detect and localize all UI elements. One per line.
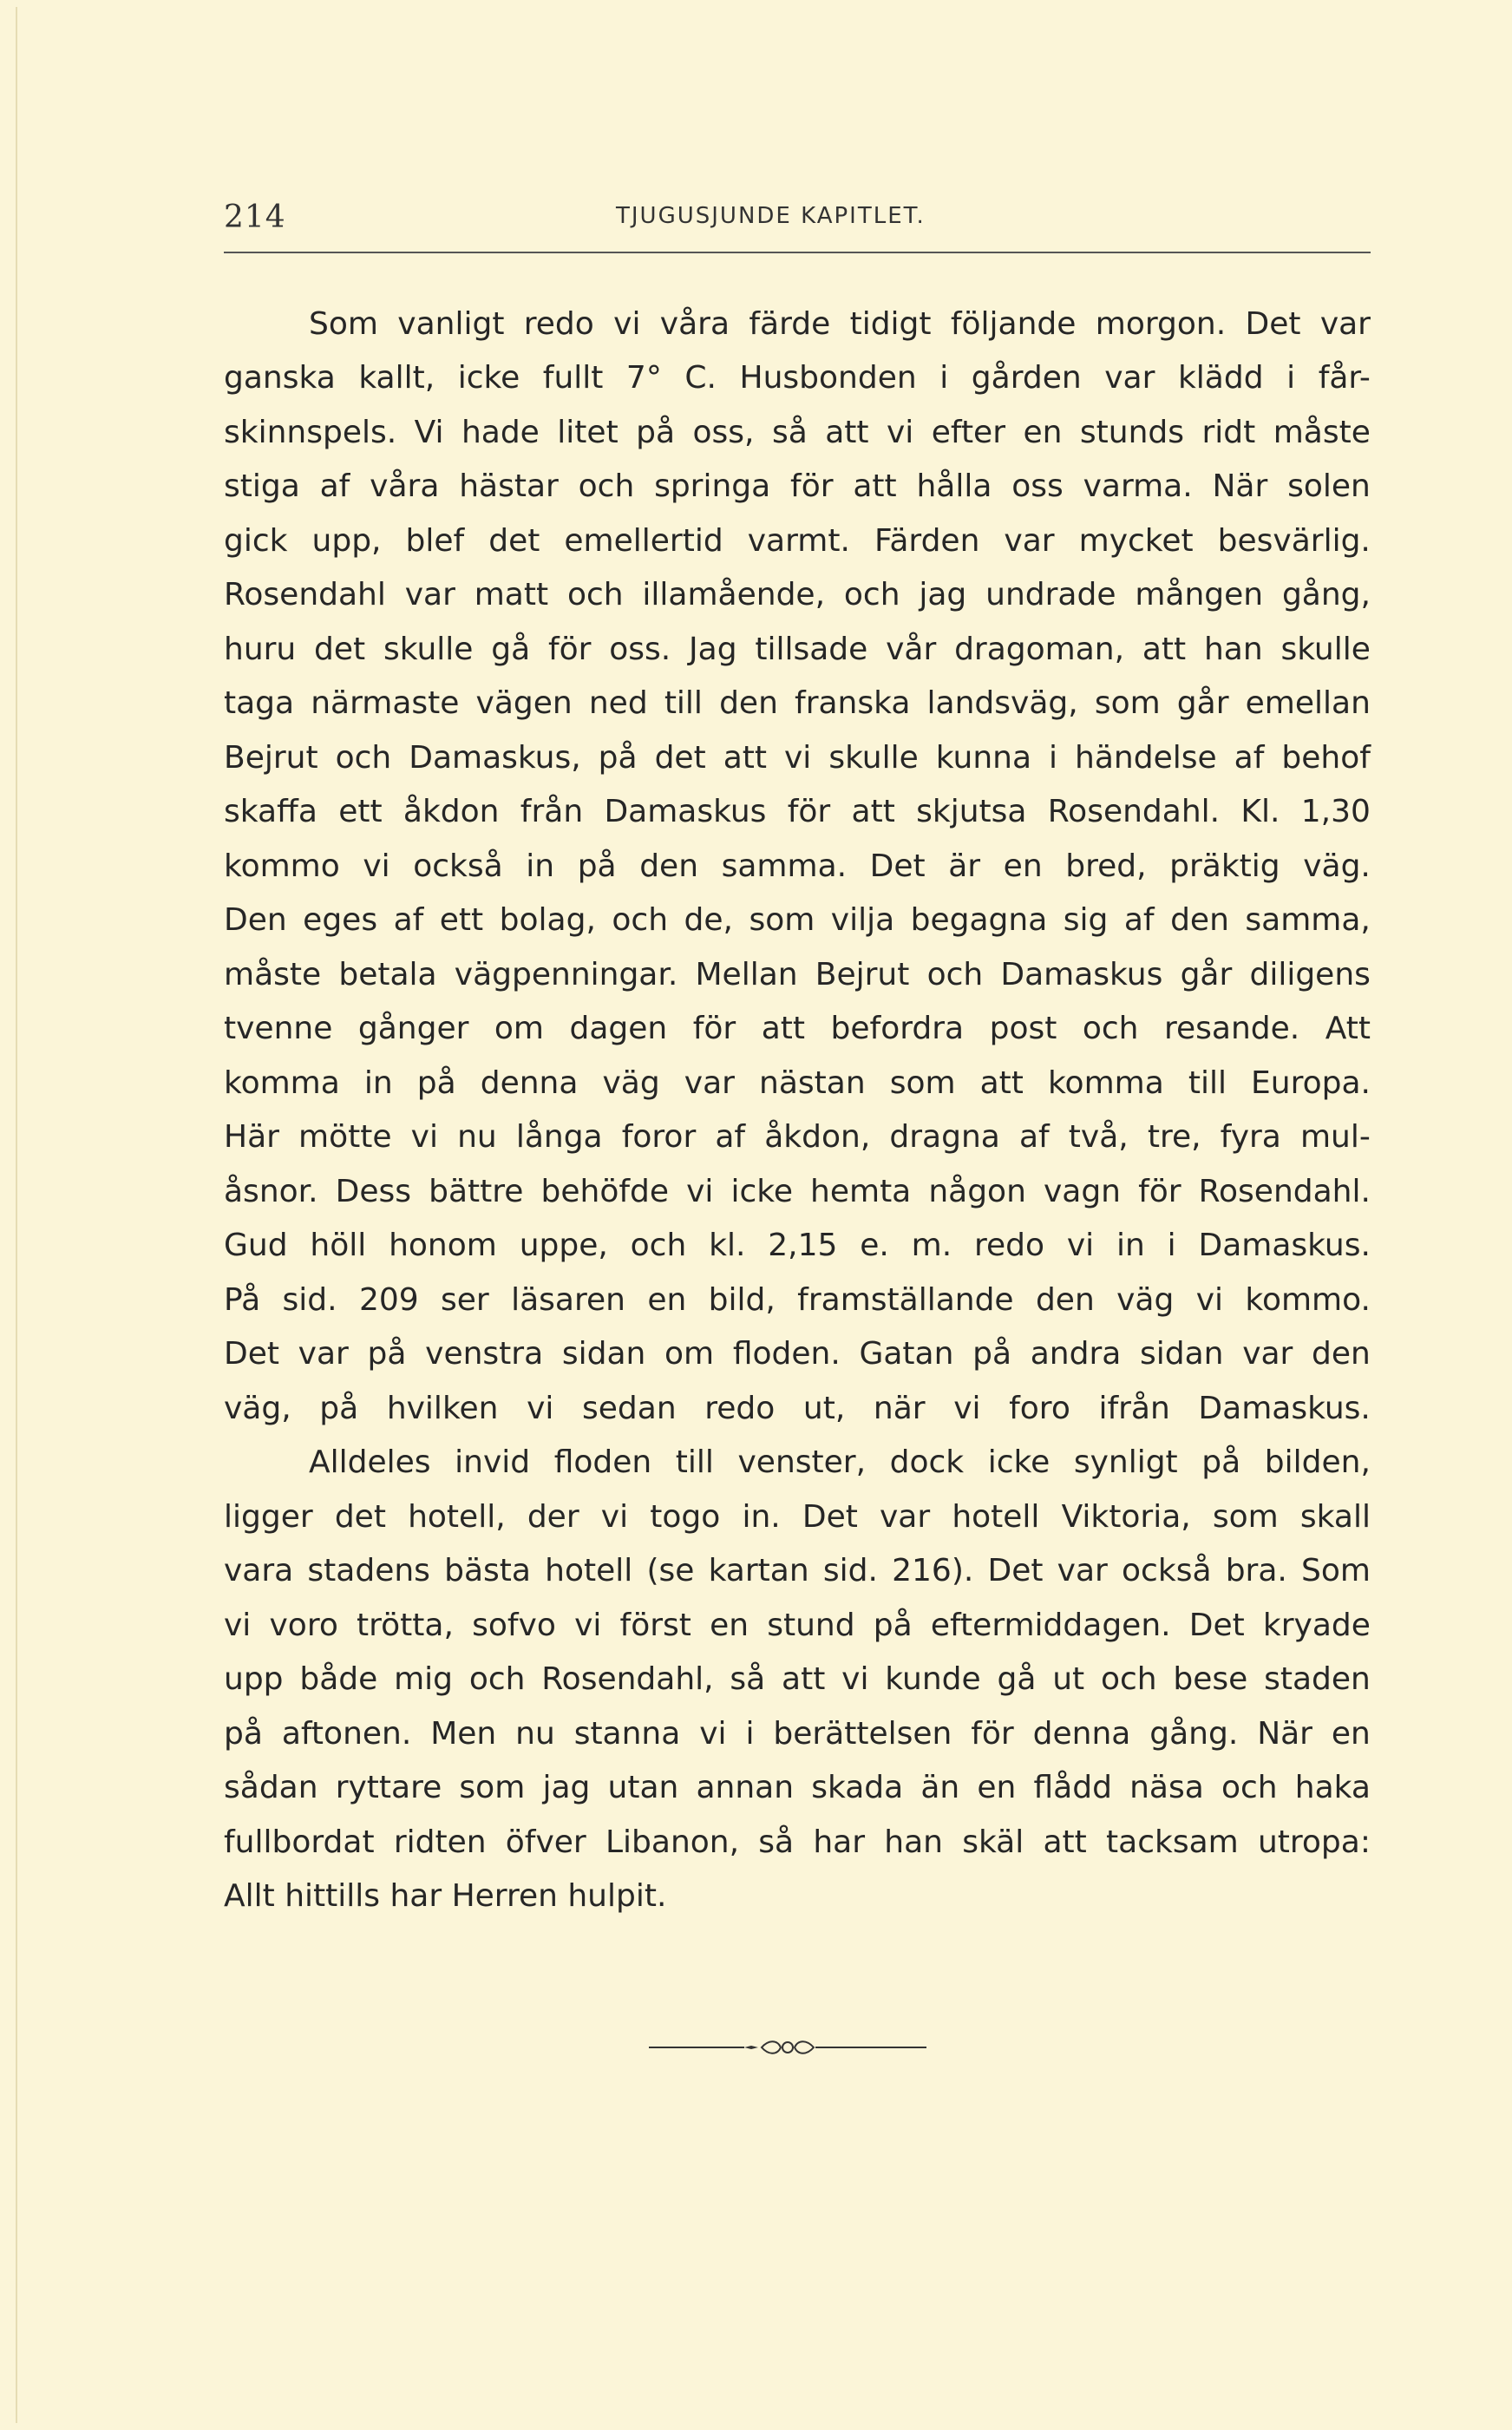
text-line: kommo vi också in på den samma. Det är en bred, präktig väg. — [224, 848, 1371, 884]
body-text — [224, 297, 1371, 1923]
text-line: skaffa ett åkdon från Damaskus för att skjutsa Rosendahl. Kl. 1,30 — [224, 794, 1371, 830]
running-head — [224, 200, 1371, 245]
text-line: vi voro trötta, sofvo vi först en stund på eftermiddagen. Det kryade — [224, 1607, 1371, 1643]
text-line: Alldeles invid floden till venster, dock icke synligt på bilden, — [309, 1444, 1371, 1481]
text-line: tvenne gånger om dagen för att befordra post och resande. Att — [224, 1011, 1371, 1047]
text-line: på aftonen. Men nu stanna vi i berättelsen för denna gång. När en — [224, 1715, 1371, 1752]
text-line: upp både mig och Rosendahl, så att vi kunde gå ut och bese staden — [224, 1661, 1371, 1698]
text-line: väg, på hvilken vi sedan redo ut, när vi foro ifrån Damaskus. — [224, 1390, 1371, 1426]
text-line: huru det skulle gå för oss. Jag tillsade vår dragoman, att han skulle — [224, 631, 1371, 667]
page-number: 214 — [224, 200, 286, 235]
text-line: Bejrut och Damaskus, på det att vi skulle kunna i händelse af behof — [224, 739, 1371, 776]
text-line: Den eges af ett bolag, och de, som vilja begagna sig af den samma, — [224, 902, 1371, 939]
text-line: vara stadens bästa hotell (se kartan sid. 216). Det var också bra. Som — [224, 1553, 1371, 1589]
text-line: Här mötte vi nu långa foror af åkdon, dragna af två, tre, fyra mul- — [224, 1119, 1371, 1156]
text-line: åsnor. Dess bättre behöfde vi icke hemta någon vagn för Rosendahl. — [224, 1173, 1371, 1209]
text-line: Gud höll honom uppe, och kl. 2,15 e. m. redo vi in i Damaskus. — [224, 1228, 1371, 1264]
text-line: fullbordat ridten öfver Libanon, så har han skäl att tacksam utropa: — [224, 1824, 1371, 1860]
text-line: ganska kallt, icke fullt 7° C. Husbonden i gården var klädd i får- — [224, 360, 1371, 396]
text-line: sådan ryttare som jag utan annan skada än en flådd näsa och haka — [224, 1770, 1371, 1806]
text-line: stiga af våra hästar och springa för att hålla oss varma. När solen — [224, 468, 1371, 505]
header-rule — [224, 252, 1371, 253]
text-line: På sid. 209 ser läsaren en bild, framställande den väg vi kommo. — [224, 1281, 1371, 1318]
chapter-title: TJUGUSJUNDE KAPITLET. — [616, 203, 926, 229]
text-line: komma in på denna väg var nästan som att komma till Europa. — [224, 1064, 1371, 1101]
text-line: Det var på venstra sidan om floden. Gatan på andra sidan var den — [224, 1336, 1371, 1372]
end-of-chapter-ornament-icon — [649, 2034, 926, 2060]
text-line: skinnspels. Vi hade litet på oss, så att vi efter en stunds ridt måste — [224, 414, 1371, 450]
text-line: måste betala vägpenningar. Mellan Bejrut och Damaskus går diligens — [224, 956, 1371, 992]
text-line: ligger det hotell, der vi togo in. Det var hotell Viktoria, som skall — [224, 1498, 1371, 1535]
text-line: Som vanligt redo vi våra färde tidigt följande morgon. Det var — [309, 305, 1371, 342]
text-line: gick upp, blef det emellertid varmt. Färden var mycket besvärlig. — [224, 522, 1371, 559]
text-line: taga närmaste vägen ned till den franska landsväg, som går emellan — [224, 685, 1371, 722]
text-line: Allt hittills har Herren hulpit. — [224, 1878, 667, 1915]
text-line: Rosendahl var matt och illamående, och jag undrade mången gång, — [224, 577, 1371, 613]
